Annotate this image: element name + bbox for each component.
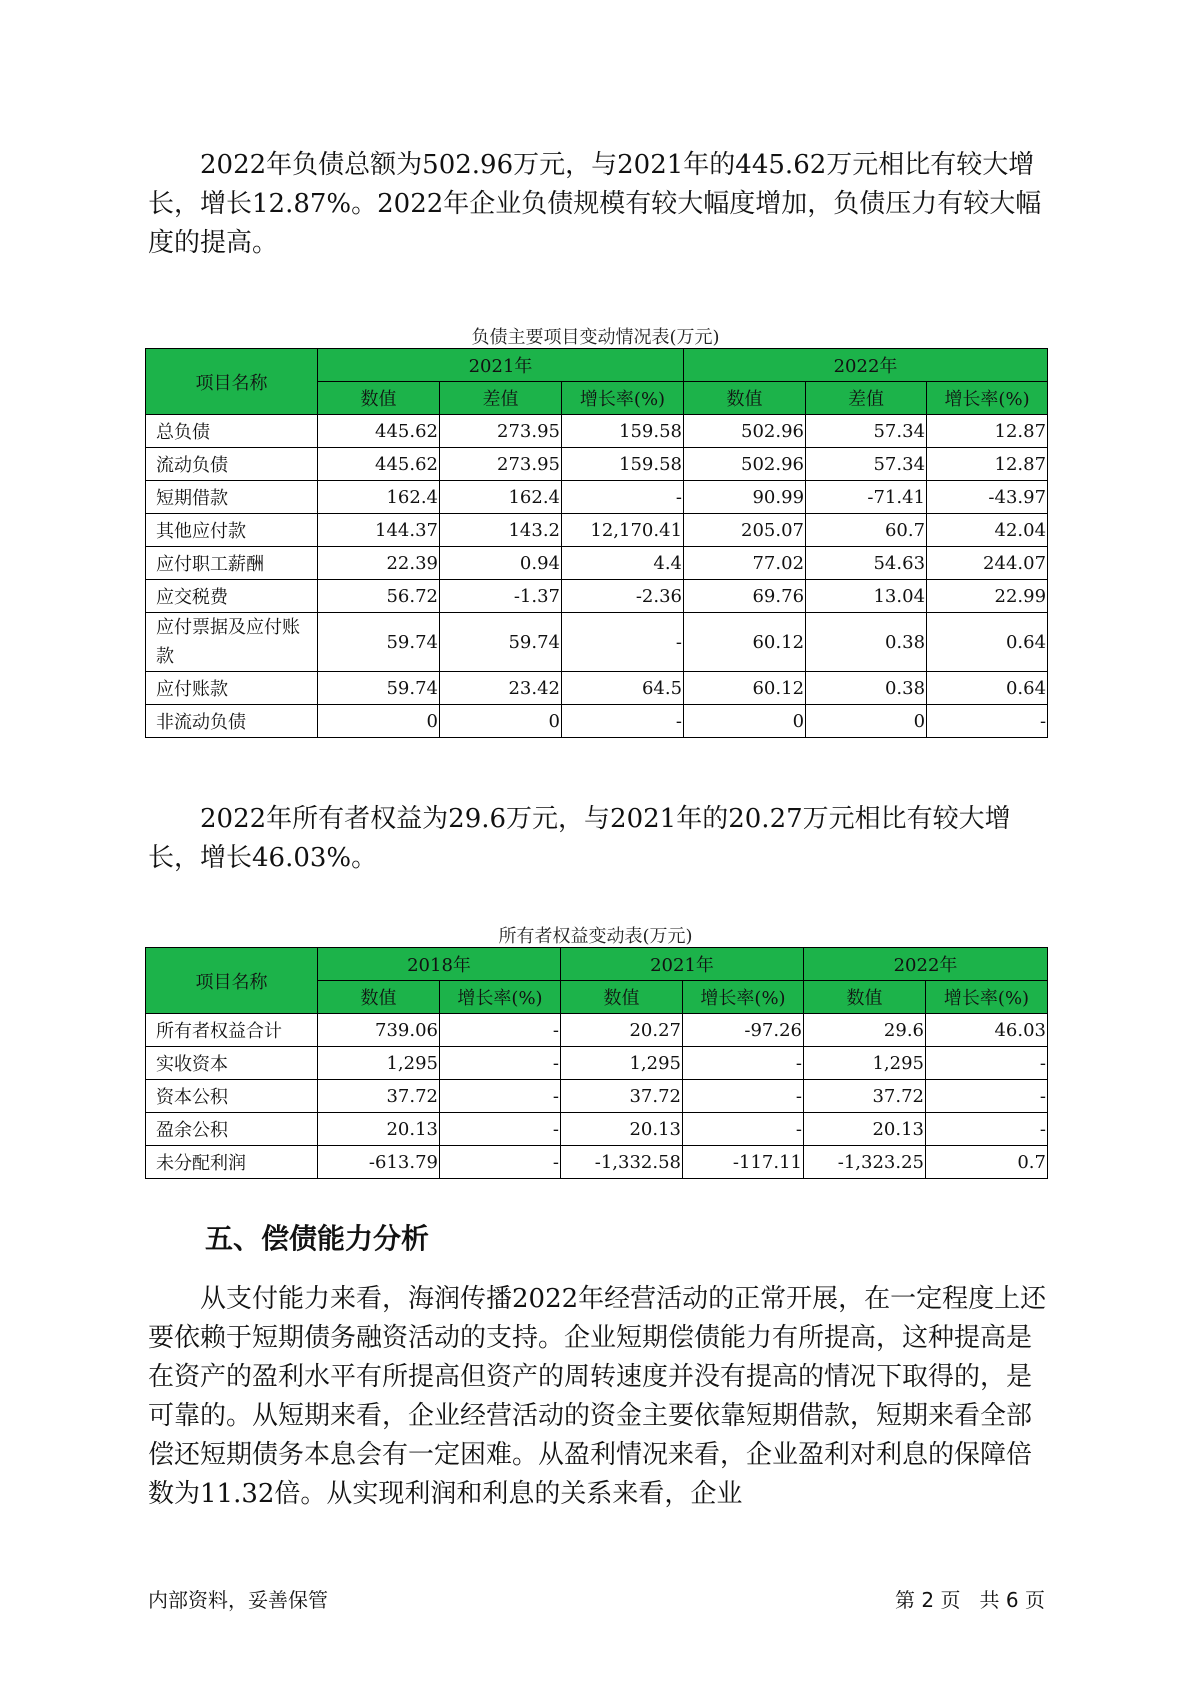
- cell: 0: [684, 705, 806, 738]
- cell: 90.99: [684, 481, 806, 514]
- cell: 0.64: [927, 672, 1048, 705]
- table-row: [146, 613, 1048, 672]
- cell: 12,170.41: [562, 514, 684, 547]
- cell: 162.4: [318, 481, 440, 514]
- header-year: 2021年: [561, 948, 804, 981]
- header-sub: 数值: [318, 382, 440, 415]
- row-name: 资本公积: [146, 1080, 318, 1113]
- table-row: [146, 580, 1048, 613]
- cell: 77.02: [684, 547, 806, 580]
- cell: 144.37: [318, 514, 440, 547]
- cell: -: [683, 1047, 804, 1080]
- cell: 1,295: [561, 1047, 683, 1080]
- cell: 0: [806, 705, 927, 738]
- cell: 57.34: [806, 448, 927, 481]
- cell: -1.37: [440, 580, 562, 613]
- header-sub: 数值: [804, 981, 926, 1014]
- cell: 59.74: [318, 672, 440, 705]
- cell: 4.4: [562, 547, 684, 580]
- table-row: [146, 514, 1048, 547]
- header-year: 2021年: [318, 349, 684, 382]
- cell: 502.96: [684, 415, 806, 448]
- cell: -: [926, 1080, 1048, 1113]
- row-name: 非流动负债: [146, 705, 318, 738]
- cell: 0.38: [806, 672, 927, 705]
- header-sub: 增长率(%): [927, 382, 1048, 415]
- cell: 22.39: [318, 547, 440, 580]
- row-name: 应付职工薪酬: [146, 547, 318, 580]
- header-item-name: 项目名称: [146, 349, 318, 415]
- cell: 59.74: [318, 613, 440, 672]
- row-name: 短期借款: [146, 481, 318, 514]
- cell: 37.72: [318, 1080, 440, 1113]
- cell: 0.7: [926, 1146, 1048, 1179]
- footer-left: 内部资料，妥善保管: [148, 1588, 328, 1612]
- cell: 0.94: [440, 547, 562, 580]
- cell: 13.04: [806, 580, 927, 613]
- header-sub: 数值: [561, 981, 683, 1014]
- table-row: [146, 705, 1048, 738]
- table-row: [146, 1047, 1048, 1080]
- header-sub: 差值: [806, 382, 927, 415]
- cell: 69.76: [684, 580, 806, 613]
- paragraph-equity: 2022年所有者权益为29.6万元，与2021年的20.27万元相比有较大增长，增长46.03%。: [148, 804, 1011, 873]
- header-sub: 增长率(%): [926, 981, 1048, 1014]
- header-year: 2022年: [684, 349, 1048, 382]
- cell: 0: [440, 705, 562, 738]
- cell: -117.11: [683, 1146, 804, 1179]
- row-name: 实收资本: [146, 1047, 318, 1080]
- cell: 20.13: [561, 1113, 683, 1146]
- cell: 37.72: [804, 1080, 926, 1113]
- header-sub: 增长率(%): [440, 981, 561, 1014]
- row-name: 其他应付款: [146, 514, 318, 547]
- table-row: [146, 672, 1048, 705]
- cell: -613.79: [318, 1146, 440, 1179]
- cell: -: [440, 1080, 561, 1113]
- row-name: 盈余公积: [146, 1113, 318, 1146]
- header-sub: 增长率(%): [562, 382, 684, 415]
- table-row: [146, 1146, 1048, 1179]
- cell: -: [683, 1113, 804, 1146]
- cell: 56.72: [318, 580, 440, 613]
- cell: 23.42: [440, 672, 562, 705]
- table-row: [146, 547, 1048, 580]
- row-name: 应付账款: [146, 672, 318, 705]
- cell: 445.62: [318, 448, 440, 481]
- cell: 54.63: [806, 547, 927, 580]
- cell: 64.5: [562, 672, 684, 705]
- cell: 244.07: [927, 547, 1048, 580]
- cell: 143.2: [440, 514, 562, 547]
- cell: -: [926, 1047, 1048, 1080]
- cell: 20.27: [561, 1014, 683, 1047]
- header-sub: 数值: [318, 981, 440, 1014]
- table-row: [146, 415, 1048, 448]
- cell: 205.07: [684, 514, 806, 547]
- cell: 42.04: [927, 514, 1048, 547]
- footer-page-number: 第 2 页 共 6 页: [895, 1588, 1045, 1612]
- cell: 29.6: [804, 1014, 926, 1047]
- cell: 46.03: [926, 1014, 1048, 1047]
- cell: 60.12: [684, 613, 806, 672]
- cell: 0.38: [806, 613, 927, 672]
- cell: -: [440, 1014, 561, 1047]
- header-sub: 数值: [684, 382, 806, 415]
- cell: 162.4: [440, 481, 562, 514]
- cell: -: [562, 705, 684, 738]
- table-row: [146, 1080, 1048, 1113]
- cell: 57.34: [806, 415, 927, 448]
- cell: 37.72: [561, 1080, 683, 1113]
- cell: 60.7: [806, 514, 927, 547]
- cell: -: [440, 1047, 561, 1080]
- cell: -: [926, 1113, 1048, 1146]
- header-sub: 差值: [440, 382, 562, 415]
- cell: 0: [318, 705, 440, 738]
- cell: -: [440, 1146, 561, 1179]
- cell: 60.12: [684, 672, 806, 705]
- cell: 22.99: [927, 580, 1048, 613]
- liabilities-table: [145, 348, 1048, 738]
- table-row: [146, 1113, 1048, 1146]
- cell: 12.87: [927, 448, 1048, 481]
- cell: -: [683, 1080, 804, 1113]
- table2-caption: 所有者权益变动表(万元): [498, 926, 693, 947]
- row-name: 总负债: [146, 415, 318, 448]
- cell: 159.58: [562, 415, 684, 448]
- cell: 445.62: [318, 415, 440, 448]
- cell: -: [927, 705, 1048, 738]
- section-heading: 五、偿债能力分析: [205, 1222, 430, 1255]
- equity-table: [145, 947, 1048, 1179]
- row-name: 应付票据及应付账款: [146, 613, 318, 672]
- row-name: 应交税费: [146, 580, 318, 613]
- cell: 20.13: [318, 1113, 440, 1146]
- header-year: 2022年: [804, 948, 1048, 981]
- cell: 1,295: [804, 1047, 926, 1080]
- cell: -71.41: [806, 481, 927, 514]
- cell: -97.26: [683, 1014, 804, 1047]
- cell: 739.06: [318, 1014, 440, 1047]
- cell: 159.58: [562, 448, 684, 481]
- cell: 502.96: [684, 448, 806, 481]
- cell: -1,323.25: [804, 1146, 926, 1179]
- cell: 273.95: [440, 415, 562, 448]
- row-name: 未分配利润: [146, 1146, 318, 1179]
- cell: 12.87: [927, 415, 1048, 448]
- paragraph-solvency: 从支付能力来看，海润传播2022年经营活动的正常开展，在一定程度上还要依赖于短期债务融资活动的支持。企业短期偿债能力有所提高，这种提高是在资产的盈利水平有所提高但资产的周转速度并没有提高的情况下取得的，是可靠的。从短期来看，企业经营活动的资金主要依靠短期借款，短期来看全部偿还短期债务本息会有一定困难。从盈利情况来看，企业盈利对利息的保障倍数为11.32倍。从实现利润和利息的关系来看，企业: [148, 1284, 1047, 1509]
- cell: -1,332.58: [561, 1146, 683, 1179]
- cell: 1,295: [318, 1047, 440, 1080]
- header-sub: 增长率(%): [683, 981, 804, 1014]
- header-item-name: 项目名称: [146, 948, 318, 1014]
- cell: -: [562, 481, 684, 514]
- cell: -: [562, 613, 684, 672]
- cell: -: [440, 1113, 561, 1146]
- cell: 0.64: [927, 613, 1048, 672]
- paragraph-liabilities: 2022年负债总额为502.96万元，与2021年的445.62万元相比有较大增长，增长12.87%。2022年企业负债规模有较大幅度增加，负债压力有较大幅度的提高。: [148, 150, 1042, 258]
- table-row: [146, 1014, 1048, 1047]
- cell: -43.97: [927, 481, 1048, 514]
- cell: 20.13: [804, 1113, 926, 1146]
- table-row: [146, 481, 1048, 514]
- table1-caption: 负债主要项目变动情况表(万元): [471, 327, 720, 348]
- header-year: 2018年: [318, 948, 561, 981]
- table-row: [146, 448, 1048, 481]
- cell: -2.36: [562, 580, 684, 613]
- row-name: 流动负债: [146, 448, 318, 481]
- cell: 273.95: [440, 448, 562, 481]
- row-name: 所有者权益合计: [146, 1014, 318, 1047]
- cell: 59.74: [440, 613, 562, 672]
